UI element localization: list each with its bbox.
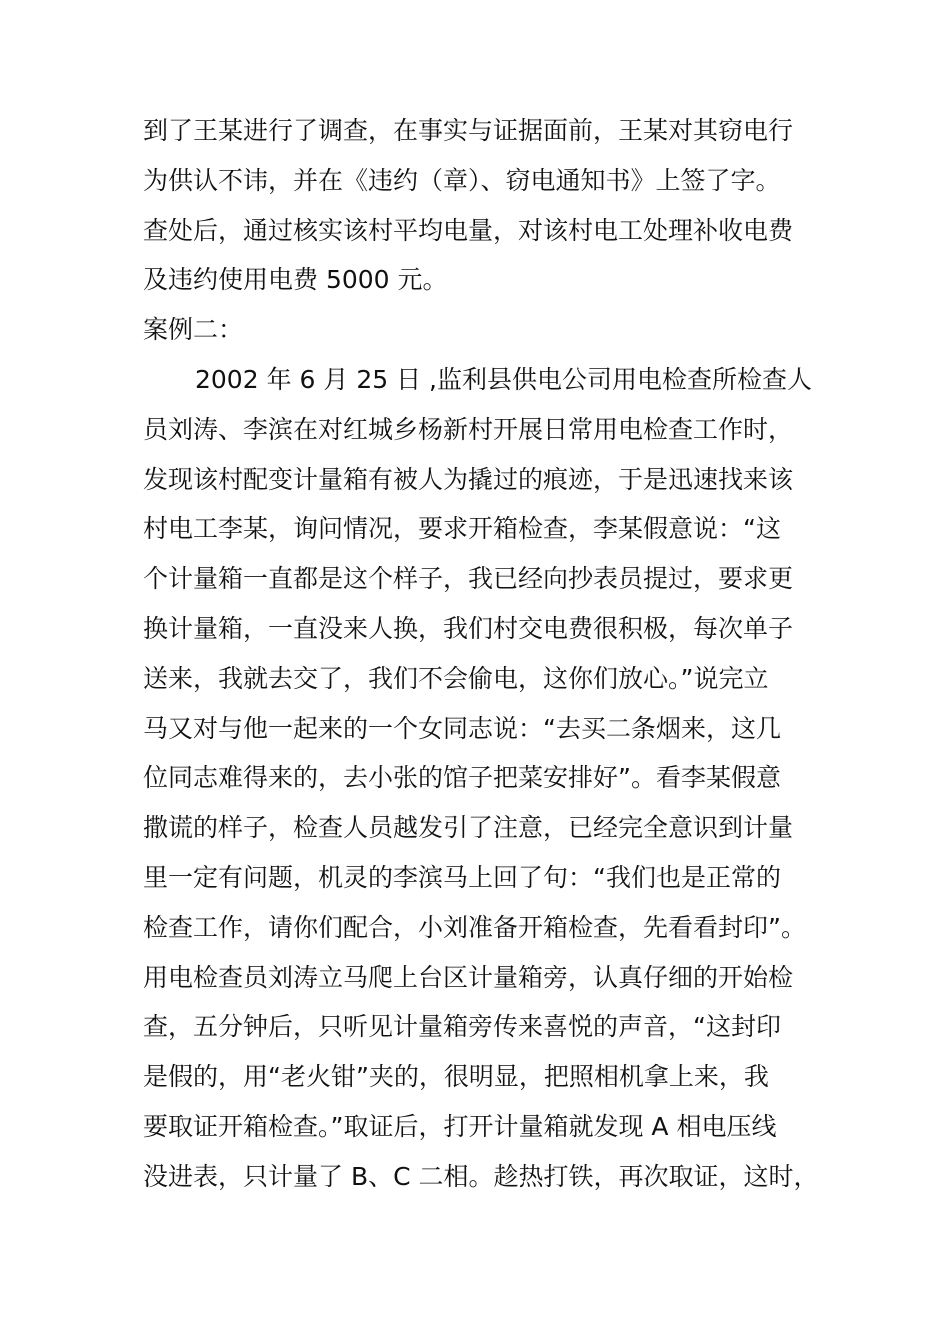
- text-line: 换计量箱，一直没来人换，我们村交电费很积极，每次单子: [143, 613, 794, 643]
- text-line: 是假的，用“老火钳”夹的，很明显，把照相机拿上来，我: [143, 1062, 769, 1092]
- text-line: 撒谎的样子，检查人员越发引了注意，已经完全意识到计量: [143, 813, 794, 843]
- text-line: 查处后，通过核实该村平均电量，对该村电工处理补收电费: [143, 215, 794, 245]
- section-heading: 案例二：: [143, 315, 244, 345]
- text-line: 为供认不讳，并在《违约（章）、窃电通知书》上签了字。: [143, 165, 781, 195]
- text-line: 个计量箱一直都是这个样子，我已经向抄表员提过，要求更: [143, 564, 794, 594]
- text-line: 马又对与他一起来的一个女同志说：“去买二条烟来，这几: [143, 713, 781, 743]
- text-line: 没进表，只计量了 B、C 二相。趁热打铁，再次取证，这时，: [143, 1161, 819, 1191]
- text-line: 及违约使用电费 5000 元。: [143, 265, 448, 295]
- body-text: [143, 106, 833, 1202]
- text-line: 村电工李某，询问情况，要求开箱检查，李某假意说：“这: [143, 514, 781, 544]
- text-line: 查，五分钟后，只听见计量箱旁传来喜悦的声音，“这封印: [143, 1012, 781, 1042]
- text-line: 发现该村配变计量箱有被人为撬过的痕迹，于是迅速找来该: [143, 464, 794, 494]
- text-line: 用电检查员刘涛立马爬上台区计量箱旁，认真仔细的开始检: [143, 962, 794, 992]
- text-line: 位同志难得来的，去小张的馆子把菜安排好”。看李某假意: [143, 763, 781, 793]
- text-line: 要取证开箱检查。”取证后，打开计量箱就发现 A 相电压线: [143, 1111, 777, 1141]
- text-line: 里一定有问题，机灵的李滨马上回了句：“我们也是正常的: [143, 862, 781, 892]
- text-line: 送来，我就去交了，我们不会偷电，这你们放心。”说完立: [143, 663, 769, 693]
- text-line: 到了王某进行了调查，在事实与证据面前，王某对其窃电行: [143, 116, 794, 145]
- paragraph-first-line: 2002 年 6 月 25 日 ,监利县供电公司用电检查所检查人: [195, 364, 812, 394]
- text-line: 检查工作，请你们配合，小刘准备开箱检查，先看看封印”。: [143, 912, 806, 942]
- text-line: 员刘涛、李滨在对红城乡杨新村开展日常用电检查工作时，: [143, 414, 794, 444]
